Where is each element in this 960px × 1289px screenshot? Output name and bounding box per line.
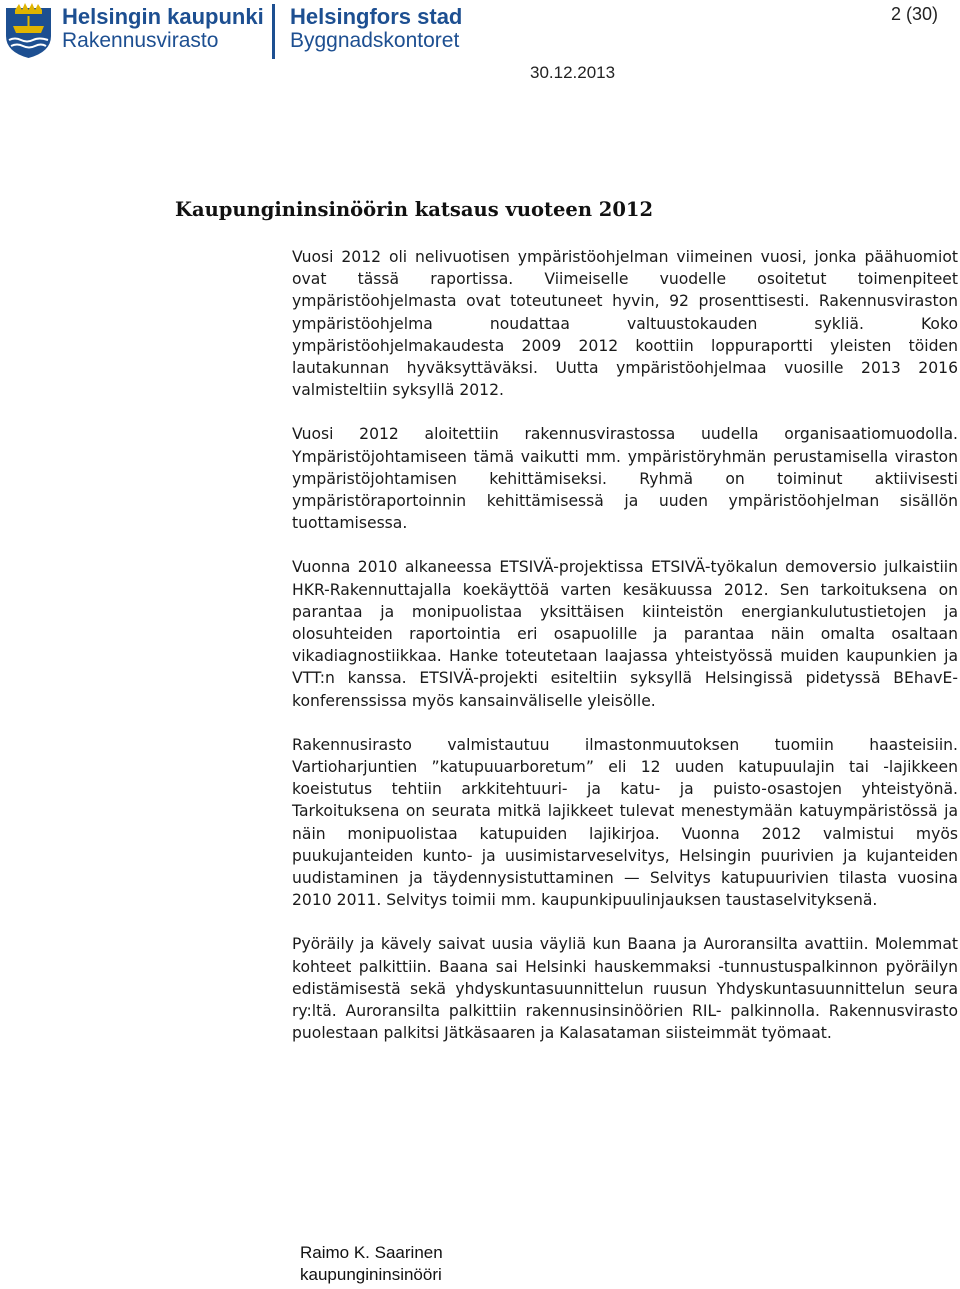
logo-fi-title: Helsingin kaupunki (62, 4, 264, 29)
body-paragraph: Vuosi 2012 aloitettiin rakennusvirastossa uudella organisaatiomuodolla. Ympäristöjohtamiseen tämä vaikutti mm. ympäristöryhmän perustamisella viraston ympäristöjohtamisen kehittämiseksi. Ryhmä on toiminut aktiivisesti ympäristöraportoinnin kehittämisessä ja uuden ympäristöohjelman sisällön tuottamisessa. (292, 425, 958, 533)
page-number: 2 (30) (890, 4, 938, 24)
body-paragraph: Pyöräily ja kävely saivat uusia väyliä kun Baana ja Auroransilta avattiin. Molemmat kohteet palkittiin. Baana sai Helsinki hauskemmaksi -tunnustuspalkinnon pyöräilyn edistämisestä sekä yhdyskuntasuunnittelun ruusun Yhdyskuntasuunnittelun seura ry:ltä. Auroransilta palkittiin rakennusinsinöörien RIL- palkinnolla. Rakennusvirasto puolestaan palkitsi Jätkäsaaren ja Kalasataman siisteimmät työmaat. (292, 935, 958, 1043)
signature-name: Raimo K. Saarinen (300, 1243, 443, 1262)
body-paragraph: Vuonna 2010 alkaneessa ETSIVÄ-projektissa ETSIVÄ-työkalun demoversio julkaistiin HKR-Rakennuttajalla koekäyttöä varten kesäkuussa 2012. Sen tarkoituksena on parantaa ja monipuolistaa yksittäisen kiinteistön energiankulutustietojen ja olosuhteiden raportointia eri osapuolille ja parantaa näin omalta osaltaan vikadiagnostiikkaa. Hanke toteutetaan laajassa yhteistyössä muiden kaupunkien ja VTT:n kanssa. ETSIVÄ-projekti esiteltiin syksyllä Helsingissä pidetyssä BEhavE-konferenssissa myös kansainväliselle yleisölle. (292, 558, 958, 710)
logo-sv-title: Helsingfors stad (290, 4, 463, 29)
body-paragraph: Vuosi 2012 oli nelivuotisen ympäristöohjelman viimeinen vuosi, jonka päähuomiot ovat tässä raportissa. Viimeiselle vuodelle osoitetut toimenpiteet ympäristöohjelmasta ovat toteutuneet hyvin, 92 prosenttisesti. Rakennusviraston ympäristöohjelma noudattaa valtuustokauden sykliä. Koko ympäristöohjelmakaudesta 2009 2012 koottiin loppuraportti yleisten töiden lautakunnan hyväksyttäväksi. Uutta ympäristöohjelmaa vuosille 2013 2016 valmisteltiin syksyllä 2012. (292, 248, 958, 400)
logo-sv (290, 5, 462, 53)
body-paragraph: Rakennusirasto valmistautuu ilmastonmuutoksen tuomiin haasteisiin. Vartioharjuntien ”katupuuarboretum” eli 12 uuden katupuulajin tai -lajikkeen koeistutus tehtiin arkkitehtuuri- ja katu- ja puisto-osastojen yhteistyönä. Tarkoituksena on seurata mitkä lajikkeet tulevat menestymään katuympäristössä ja näin monipuolistaa katupuiden lajikirjoa. Vuonna 2012 valmistui myös puukujanteiden kunto- ja uusimistarveselvitys, Helsingin puurivien ja kujanteiden uudistaminen ja täydennysistuttaminen — Selvitys katupuurivien tilasta vuosina 2010 2011. Selvitys toimii mm. kaupunkipuulinjauksen taustaselvityksenä. (292, 735, 958, 910)
document-body (292, 246, 958, 1067)
signature-role: kaupungininsinööri (300, 1265, 442, 1284)
page-header (0, 0, 960, 64)
logo-sv-subtitle: Byggnadskontoret (290, 29, 460, 52)
document-title: Kaupungininsinöörin katsaus vuoteen 2012 (175, 198, 654, 221)
signature-block (300, 1242, 443, 1286)
document-date: 30.12.2013 (530, 63, 616, 82)
logo-fi (62, 5, 264, 53)
logo-fi-subtitle: Rakennusvirasto (62, 29, 219, 52)
helsinki-crest-icon (3, 2, 54, 60)
logo-divider (272, 4, 275, 59)
